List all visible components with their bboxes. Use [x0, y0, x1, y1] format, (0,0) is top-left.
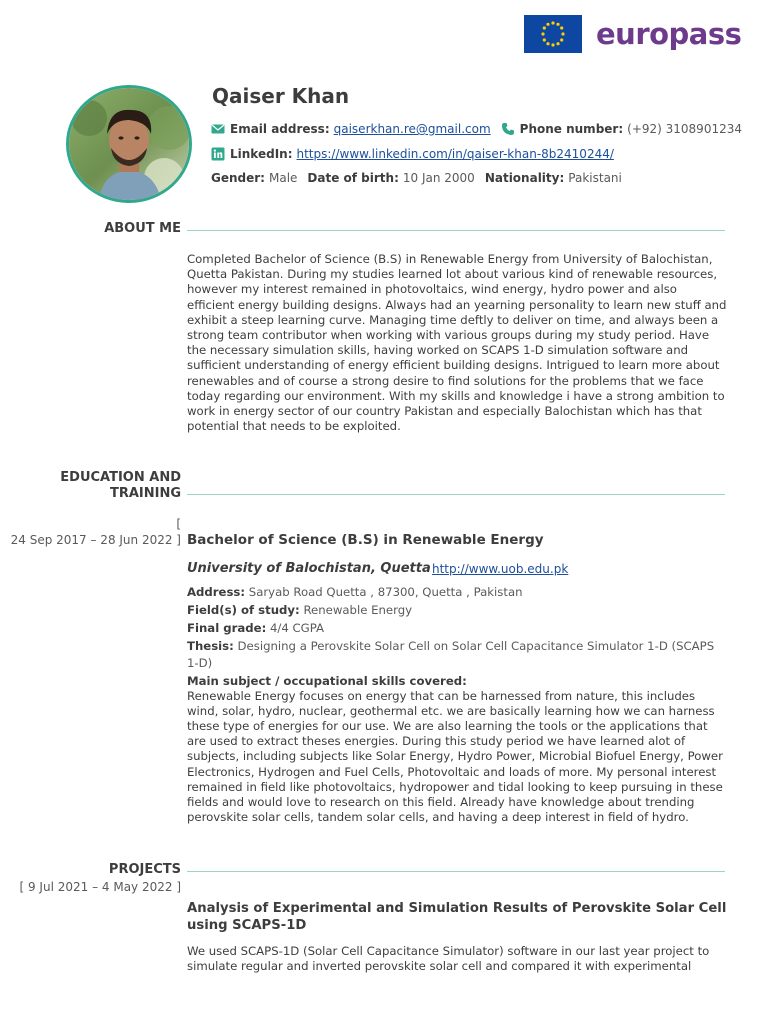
project-title: Analysis of Experimental and Simulation Results of Perovskite Solar Cell using SCAPS-1D — [187, 901, 727, 933]
email-label: Email address: — [230, 122, 330, 136]
address-label: Address: — [187, 585, 246, 599]
education-main-subject — [187, 674, 727, 825]
phone-label: Phone number: — [519, 122, 624, 136]
education-title-line1: EDUCATION AND — [60, 470, 181, 485]
contact-row-linkedin — [211, 147, 614, 161]
education-date-bracket: [ — [176, 517, 181, 531]
project-text: We used SCAPS-1D (Solar Cell Capacitance Simulator) software in our last year project to simulate regular and inverted perovskite solar cell and compared it with experimental — [187, 944, 710, 974]
education-date-range: 24 Sep 2017 – 28 Jun 2022 ] — [10, 533, 181, 547]
institution-name: University of Balochistan, Quetta — [187, 561, 431, 576]
email-icon — [211, 122, 225, 136]
institution-website-link[interactable]: http://www.uob.edu.pk — [432, 562, 569, 576]
education-final-grade — [187, 620, 727, 637]
education-section-divider — [187, 494, 725, 495]
avatar — [66, 85, 192, 203]
europass-wordmark: europass — [596, 17, 742, 51]
education-title-line2: TRAINING — [109, 486, 181, 501]
thesis-value: Designing a Perovskite Solar Cell on Solar Cell Capacitance Simulator 1-D (SCAPS 1-D) — [187, 639, 715, 670]
phone-icon — [501, 122, 515, 136]
about-section-divider — [187, 230, 725, 231]
linkedin-label: LinkedIn: — [230, 147, 293, 161]
nationality-label: Nationality: — [484, 171, 565, 185]
project-date: [ 9 Jul 2021 – 4 May 2022 ] — [19, 880, 181, 894]
linkedin-link[interactable]: https://www.linkedin.com/in/qaiser-khan-8b2410244/ — [296, 147, 614, 161]
address-value: Saryab Road Quetta , 87300, Quetta , Pakistan — [248, 585, 523, 599]
linkedin-icon — [211, 147, 225, 161]
person-name: Qaiser Khan — [212, 84, 350, 108]
grade-value: 4/4 CGPA — [269, 621, 325, 635]
dob-label: Date of birth: — [307, 171, 399, 185]
email-link[interactable]: qaiserkhan.re@gmail.com — [333, 122, 491, 136]
gender-label: Gender: — [211, 171, 265, 185]
eu-flag-icon — [524, 15, 582, 53]
field-label: Field(s) of study: — [187, 603, 300, 617]
education-field-of-study — [187, 602, 727, 619]
main-subject-text: Renewable Energy focuses on energy that can be harnessed from nature, this includes wind, solar, hydro, nuclear, geothermal etc. we are basically learning how we can harness these type of energies for our use. We are also learning the tools or the applications that are used to extract theses energies. During this study period we have learned alot of subjects, including subjects like Solar Energy, Hydro Power, Microbial Biofuel Energy, Power Electronics, Hydrogen and Fuel Cells, Photovoltaic and loads of more. My personal interest remained in field like photovoltaics, hydropower and tidal looking to keep pursuing in these fields and would love to research on this field. Already have knowledge about trending perovskite solar cells, tandem solar cells, and having a deep interest in field of hydro. — [187, 689, 723, 824]
main-subject-label: Main subject / occupational skills covered: — [187, 674, 467, 688]
dob-value: 10 Jan 2000 — [402, 171, 475, 185]
projects-section-divider — [187, 871, 725, 872]
phone-value: (+92) 3108901234 — [627, 122, 742, 136]
education-section-title — [60, 470, 181, 502]
nationality-value: Pakistani — [568, 171, 622, 185]
field-value: Renewable Energy — [303, 603, 413, 617]
education-thesis — [187, 638, 722, 672]
projects-section-title: PROJECTS — [108, 862, 181, 877]
education-address — [187, 584, 727, 601]
about-text: Completed Bachelor of Science (B.S) in Renewable Energy from University of Balochistan, Quetta Pakistan. During my studies learned lot about various kind of renewable resources, however my interest remained in photovoltaics, wind energy, hydro power and also efficient energy building designs. Always had an yearning personality to learn new stuff and exhibit a steep learning curve. Managing time deftly to deliver on time, and always been a strong team contributor when working with various groups during my study period. Have the necessary simulation skills, having worked on SCAPS 1-D simulation software and sufficient understanding of energy efficient building designs. Intrigued to learn more about renewables and of course a strong desire to find solutions for the problems that we face today regarding our environment. With my skills and knowledge i have a strong ambition to work in energy sector of our country Pakistan and especially Balochistan which has that potential that needs to be exploited. — [187, 252, 727, 434]
education-date — [11, 516, 181, 548]
contact-row-personal — [211, 171, 622, 185]
about-section-title: ABOUT ME — [104, 221, 181, 236]
degree-title: Bachelor of Science (B.S) in Renewable Energy — [187, 532, 544, 548]
gender-value: Male — [268, 171, 298, 185]
thesis-label: Thesis: — [187, 639, 234, 653]
grade-label: Final grade: — [187, 621, 267, 635]
contact-row-email-phone — [211, 122, 742, 136]
europass-logo — [524, 15, 741, 53]
